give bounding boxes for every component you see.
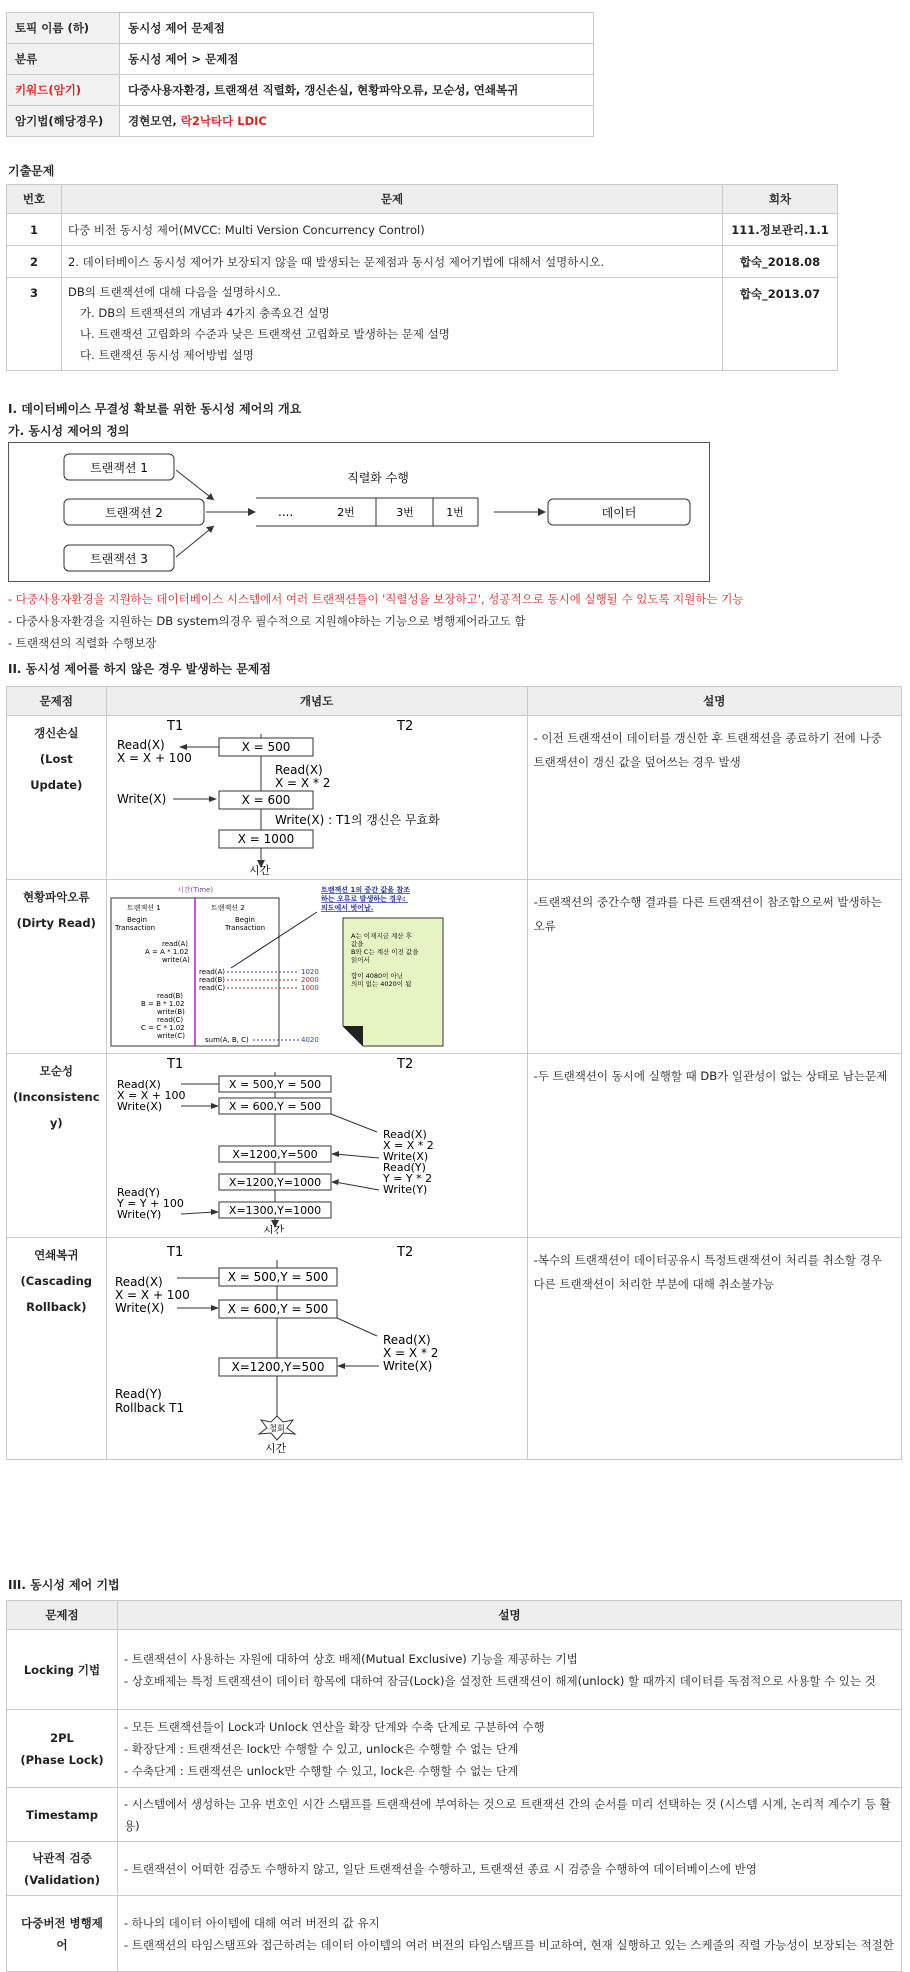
table-row: [7, 1238, 902, 1460]
exam-question: [62, 278, 723, 371]
d2-begin1: Begin: [126, 916, 147, 924]
problem-desc: -두 트랜잭션이 동시에 실행할 때 DB가 일관성이 없는 상태로 남는문제: [527, 1054, 901, 1238]
d3-l2: Y = Y + 100: [116, 1197, 184, 1210]
serialization-diagram: [8, 442, 710, 582]
d2-right: read(B): [198, 976, 225, 984]
mnemonic-plain: 경현모연,: [128, 114, 181, 128]
technique-name: [7, 1842, 118, 1896]
technique-name: [7, 1710, 118, 1788]
problem-desc: -트랜잭션의 중간수행 결과를 다른 트랜잭션이 참조함으로써 발생하는 오류: [527, 880, 901, 1054]
section1-subtitle: 가. 동시성 제어의 정의: [8, 424, 130, 438]
meta-value: 동시성 제어 문제점: [120, 13, 594, 44]
problem-desc: - 이전 트랜잭션이 데이터를 갱신한 후 트랜잭션을 종료하기 전에 나중 트랜잭션이 갱신 값을 덮어쓰는 경우 발생: [527, 716, 901, 880]
technique-desc-line: - 트랜잭션이 어떠한 검증도 수행하지 않고, 일단 트랜잭션을 수행하고, 트랜잭션 종료 시 검증을 수행하여 데이터베이스에 반영: [124, 1861, 757, 1876]
exam-question: 다중 비전 동시성 제어(MVCC: Multi Version Concurrency Control): [62, 214, 723, 246]
queue-dots: ....: [278, 505, 294, 519]
problems-header: [7, 687, 902, 716]
exam-no: 1: [7, 214, 62, 246]
problem-name-line: 모순성: [39, 1064, 73, 1078]
lost-update-diagram: [107, 716, 525, 876]
table-row: [7, 1788, 902, 1842]
problem-name-line: Rollback): [26, 1300, 87, 1314]
dirty-read-diagram: [107, 880, 525, 1050]
technique-name: [7, 1630, 118, 1710]
exam-table: [6, 184, 838, 371]
topic-meta-table: [6, 12, 594, 137]
d4-l1: Read(X): [114, 1275, 163, 1289]
d2-note-line: 트랜잭션 1의 중간 값을 참조: [320, 886, 410, 894]
d2-tx2: 트랜잭션 2: [210, 904, 245, 912]
d3-r1: Write(Y): [382, 1183, 427, 1196]
problem-name-line: (Inconsistenc: [13, 1090, 100, 1104]
d2-memo: 의미 없는 4020이 됨: [350, 980, 411, 988]
d4-r1: Write(X): [382, 1359, 432, 1373]
d2-right: read(A): [198, 968, 225, 976]
d2-right: sum(A, B, C): [204, 1036, 249, 1044]
problem-desc: -복수의 트랜잭션이 데이터공유시 특정트랜잭션이 처리를 취소할 경우 다른 트랜잭션이 처리한 부분에 대해 취소불가능: [527, 1238, 901, 1460]
d2-memo: B와 C는 계산 이전 값을: [350, 948, 419, 956]
d3-r1: Read(Y): [382, 1161, 426, 1174]
d1-write1: Write(X): [116, 792, 166, 806]
technique-desc: [118, 1788, 902, 1842]
mnemonic-red: 락2낙타다 LDIC: [180, 114, 267, 128]
technique-name: [7, 1896, 118, 1972]
table-row: [7, 278, 838, 371]
technique-desc-line: - 하나의 데이터 아이템에 대해 여러 버전의 값 유지: [124, 1915, 380, 1930]
d3-l1: X = X + 100: [116, 1089, 186, 1102]
d4-l1: X = X + 100: [114, 1288, 190, 1302]
d2-left: read(A): [161, 940, 188, 948]
table-row: [7, 880, 902, 1054]
d2-left: C = C * 1.02: [140, 1024, 185, 1032]
d3-box3: X=1200,Y=500: [231, 1148, 318, 1161]
d1-calc2: X = X * 2: [274, 776, 330, 790]
d2-begin2: Begin: [234, 916, 255, 924]
col-technique: 문제점: [7, 1601, 118, 1630]
d1-write2: Write(X) : T1의 갱신은 무효화: [274, 813, 440, 827]
d3-l1: Write(X): [116, 1100, 162, 1113]
technique-name-line: 낙관적 검증: [32, 1850, 92, 1865]
tx3-label: 트랜잭션 3: [90, 552, 148, 566]
exam-question: 2. 데이터베이스 동시성 제어가 보장되지 않을 때 발생되는 문제점과 동시성 제어기법에 대해서 설명하시오.: [62, 246, 723, 278]
d1-t2: T2: [396, 719, 413, 734]
d2-right: read(C): [198, 984, 225, 992]
exam-title: 기출문제: [8, 164, 55, 178]
technique-name-line: (Phase Lock): [20, 1752, 104, 1767]
meta-row-category: [7, 44, 594, 75]
d1-box1-label: X = 500: [241, 740, 290, 754]
d4-box3: X=1200,Y=500: [231, 1360, 325, 1374]
d2-val: 1020: [300, 968, 319, 976]
d1-calc: X = X + 100: [116, 751, 192, 765]
exam-round: 합숙_2018.08: [723, 246, 838, 278]
technique-desc-line: - 트랜잭션이 사용하는 자원에 대하여 상호 배제(Mutual Exclusive) 기능을 제공하는 기법: [124, 1651, 578, 1666]
d2-left: write(C): [156, 1032, 185, 1040]
technique-desc-line: - 트랜잭션의 타임스탬프와 접근하려는 데이터 아이템의 여러 버전의 타임스탬프를 비교하여, 현재 실행하고 있는 스케줄의 직렬 가능성이 보장되는 적절한: [124, 1937, 894, 1952]
d1-t1: T1: [166, 719, 183, 734]
d2-val: 2000: [300, 976, 319, 984]
d1-time: 시간: [248, 864, 270, 876]
d3-l2: Write(Y): [116, 1208, 161, 1221]
queue-item-1: 1번: [446, 506, 464, 519]
problem-name-line: 연쇄복귀: [34, 1248, 79, 1262]
col-round: 회차: [723, 185, 838, 214]
techniques-header: [7, 1601, 902, 1630]
meta-key: 토픽 이름 (하): [7, 13, 120, 44]
d4-time: 시간: [264, 1442, 286, 1455]
d2-memo: 값을: [350, 940, 364, 948]
d3-t1: T1: [166, 1057, 183, 1072]
d3-box2: X = 600,Y = 500: [228, 1100, 321, 1113]
d2-left: B = B * 1.02: [140, 1000, 185, 1008]
exam-no: 3: [7, 278, 62, 371]
problem-name-line: 갱신손실: [34, 726, 79, 740]
queue-item-2: 2번: [337, 506, 355, 519]
table-row: [7, 246, 838, 278]
d3-r1: X = X * 2: [382, 1139, 434, 1152]
table-row: [7, 1054, 902, 1238]
meta-value: [120, 106, 594, 137]
data-label: 데이터: [601, 506, 637, 520]
d4-r1: Read(X): [382, 1333, 431, 1347]
d3-r1: Write(X): [382, 1150, 428, 1163]
technique-name: [7, 1788, 118, 1842]
d3-t2: T2: [396, 1057, 413, 1072]
meta-key: 키워드(암기): [7, 75, 120, 106]
bullet-1: - 다중사용자환경을 지원하는 데이터베이스 시스템에서 여러 트랜잭션들이 '직렬성을 보장하고', 성공적으로 동시에 실행될 수 있도록 지원하는 기능: [8, 592, 744, 606]
technique-name-line: 2PL: [50, 1730, 74, 1745]
bullet-3: - 트랜잭션의 직렬화 수행보장: [8, 636, 157, 650]
problem-diagram: [106, 880, 527, 1054]
col-desc: 설명: [527, 687, 901, 716]
exam-round: 합숙_2013.07: [723, 278, 838, 371]
technique-desc: [118, 1896, 902, 1972]
d2-note: [320, 885, 410, 912]
technique-name-line: 어: [56, 1937, 68, 1952]
problem-name-line: 현황파악오류: [22, 890, 90, 904]
section2-title: II. 동시성 제어를 하지 않은 경우 발생하는 문제점: [8, 662, 271, 676]
d2-val: 4020: [300, 1036, 319, 1044]
d4-l1: Write(X): [114, 1301, 164, 1315]
d2-left: write(A): [161, 956, 190, 964]
d3-box4: X=1200,Y=1000: [228, 1176, 321, 1189]
tx1-label: 트랜잭션 1: [90, 461, 148, 475]
col-technique-desc: 설명: [118, 1601, 902, 1630]
techniques-table: [6, 1600, 902, 1972]
d4-l2: Rollback T1: [114, 1401, 184, 1415]
exam-question-line: 가. DB의 트랜잭션의 개념과 4가지 충족요건 설명: [80, 306, 330, 320]
meta-row-keyword: [7, 75, 594, 106]
col-no: 번호: [7, 185, 62, 214]
section3-title: III. 동시성 제어 기법: [8, 1578, 120, 1592]
problem-diagram: [106, 1054, 527, 1238]
inconsistency-diagram: [107, 1054, 525, 1234]
problem-name: [7, 1238, 107, 1460]
table-row: [7, 716, 902, 880]
d3-time: 시간: [262, 1224, 284, 1234]
problem-name: [7, 716, 107, 880]
d2-left: read(C): [156, 1016, 183, 1024]
exam-question-line: 나. 트랜잭션 고립화의 수준과 낮은 트랜잭션 고립화로 발생하는 문제 설명: [80, 327, 450, 341]
d2-memo: 읽어서: [350, 956, 370, 964]
problem-name-line: (Lost Update): [30, 752, 83, 792]
exam-no: 2: [7, 246, 62, 278]
exam-question-line: DB의 트랜잭션에 대해 다음을 설명하시오.: [68, 285, 281, 299]
technique-name-line: (Validation): [24, 1872, 100, 1887]
table-row: [7, 1630, 902, 1710]
d4-t1: T1: [166, 1245, 183, 1260]
d4-box2: X = 600,Y = 500: [227, 1302, 328, 1316]
problems-table: [6, 686, 902, 1460]
meta-key: 분류: [7, 44, 120, 75]
technique-desc: [118, 1710, 902, 1788]
technique-desc-line: - 수축단계 : 트랜잭션은 unlock만 수행할 수 있고, lock은 수행할 수 없는 단계: [124, 1763, 519, 1778]
col-diagram: 개념도: [106, 687, 527, 716]
meta-row-topic: [7, 13, 594, 44]
d2-left: A = A * 1.02: [144, 948, 188, 956]
d4-t2: T2: [396, 1245, 413, 1260]
col-question: 문제: [62, 185, 723, 214]
technique-desc: [118, 1630, 902, 1710]
technique-desc-line: - 모든 트랜잭션들이 Lock과 Unlock 연산을 확장 단계와 수축 단계로 구분하여 수행: [124, 1719, 545, 1734]
d2-left: write(B): [156, 1008, 185, 1016]
d2-tran2: Transaction: [224, 924, 265, 932]
meta-value: 동시성 제어 > 문제점: [120, 44, 594, 75]
technique-name-line: Locking 기법: [23, 1662, 101, 1677]
d4-r1: X = X * 2: [382, 1346, 438, 1360]
meta-key: 암기법(해당경우): [7, 106, 120, 137]
d1-box3-label: X = 1000: [237, 832, 294, 846]
technique-name-line: 다중버전 병행제: [21, 1915, 103, 1930]
d3-box5: X=1300,Y=1000: [228, 1204, 321, 1217]
d3-r1: Y = Y * 2: [382, 1172, 432, 1185]
technique-name-line: Timestamp: [26, 1807, 98, 1822]
problem-name: [7, 880, 107, 1054]
technique-desc-line: - 확장단계 : 트랜잭션은 lock만 수행할 수 있고, unlock은 수행할 수 없는 단계: [124, 1741, 519, 1756]
problem-name-line: (Dirty Read): [16, 916, 96, 930]
meta-row-mnemonic: [7, 106, 594, 137]
d4-burst: 철회: [268, 1424, 285, 1433]
problem-name-line: (Cascading: [20, 1274, 93, 1288]
d2-note-line: 하는 오류로 발생하는 경우:: [320, 895, 408, 903]
section1-title: I. 데이터베이스 무결성 확보를 위한 동시성 제어의 개요: [8, 402, 302, 416]
table-row: [7, 214, 838, 246]
technique-desc-line: - 상호배제는 특정 트랜잭션이 데이터 항목에 대하여 잠금(Lock)을 설정한 트랜잭션이 해제(unlock) 할 때까지 데이터를 독점적으로 사용할 수 있는 것: [124, 1673, 876, 1688]
cascading-rollback-diagram: [107, 1238, 525, 1456]
exam-round: 111.정보관리.1.1: [723, 214, 838, 246]
table-row: [7, 1896, 902, 1972]
col-problem: 문제점: [7, 687, 107, 716]
d1-box2-label: X = 600: [241, 793, 290, 807]
d1-read2: Read(X): [274, 763, 323, 777]
queue-item-3: 3번: [396, 506, 414, 519]
problem-name: [7, 1054, 107, 1238]
d2-note-line: 의도에서 벗어남.: [320, 904, 373, 912]
problem-name-line: y): [49, 1116, 63, 1130]
d2-val: 1000: [300, 984, 319, 992]
d2-axis: 시간(Time): [176, 886, 213, 894]
d3-l1: Read(X): [116, 1078, 161, 1091]
d3-r1: Read(X): [382, 1128, 427, 1141]
serial-label: 직렬화 수행: [347, 471, 409, 485]
exam-question-line: 다. 트랜잭션 동시성 제어방법 설명: [80, 348, 254, 362]
exam-header: [7, 185, 838, 214]
d4-l2: Read(Y): [114, 1387, 162, 1401]
d2-tran1: Transaction: [114, 924, 155, 932]
problem-diagram: [106, 1238, 527, 1460]
technique-desc: [118, 1842, 902, 1896]
meta-value: 다중사용자환경, 트랜잭션 직렬화, 갱신손실, 현황파악오류, 모순성, 연쇄복귀: [120, 75, 594, 106]
d2-memo: A는 이재지금 계산 후: [350, 932, 412, 940]
d2-left: read(B): [156, 992, 183, 1000]
table-row: [7, 1842, 902, 1896]
problem-diagram: [106, 716, 527, 880]
d1-read: Read(X): [116, 738, 165, 752]
d3-box1: X = 500,Y = 500: [228, 1078, 321, 1091]
d4-box1: X = 500,Y = 500: [227, 1270, 328, 1284]
d2-memo: 합이 4080이 아닌: [350, 972, 403, 980]
d2-tx1: 트랜잭션 1: [126, 904, 161, 912]
d3-l2: Read(Y): [116, 1186, 160, 1199]
tx2-label: 트랜잭션 2: [105, 506, 163, 520]
technique-desc-line: - 시스템에서 생성하는 고유 번호인 시간 스탬프를 트랜잭션에 부여하는 것으로 트랜잭션 간의 순서를 미리 선택하는 것 (시스템 시계, 논리적 계수기 등 활용): [124, 1796, 891, 1833]
bullet-2: - 다중사용자환경을 지원하는 DB system의경우 필수적으로 지원해야하는 기능으로 병행제어라고도 함: [8, 614, 526, 628]
table-row: [7, 1710, 902, 1788]
